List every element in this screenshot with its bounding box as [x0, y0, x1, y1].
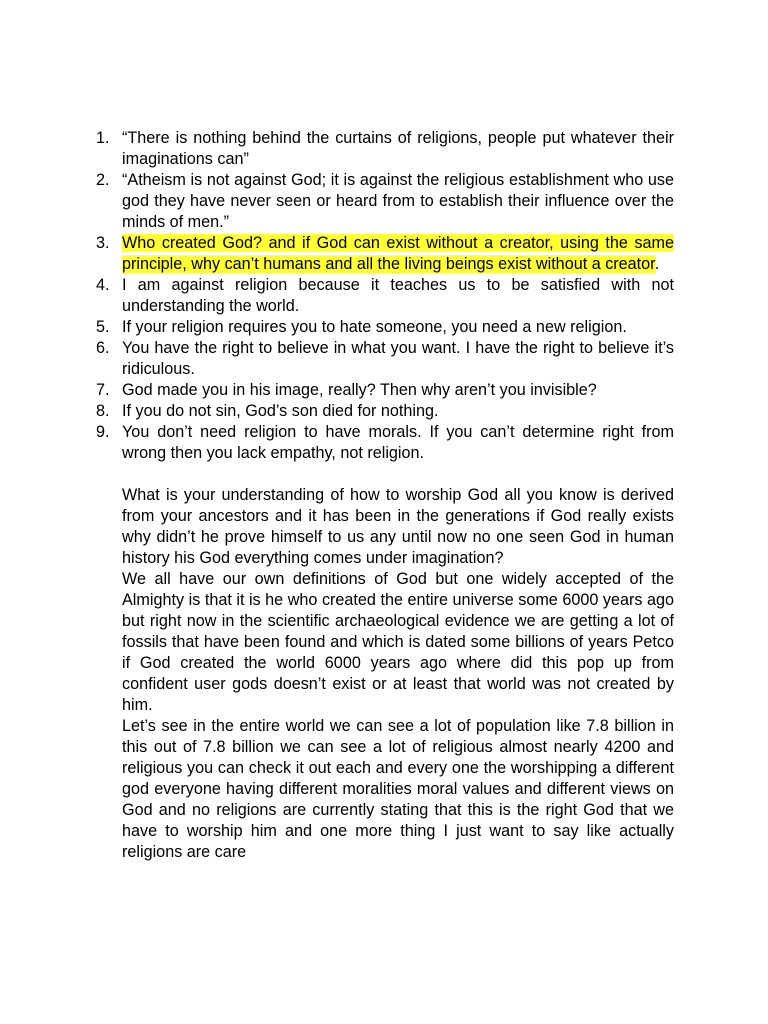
list-number: 5. [96, 318, 110, 336]
body-paragraph: We all have our own definitions of God but one widely accepted of the Almighty is that it is he who created the entire universe some 6000 years ago but right now in the scientific archaeological evidence we are getting a lot of fossils that have been found and which is dated some billions of years Petco if God created the world 6000 years ago where did this pop up from confident user gods doesn’t exist or at least that world was not created by him. [122, 570, 674, 714]
list-number: 3. [96, 234, 110, 252]
list-item-text: If your religion requires you to hate someone, you need a new religion. [122, 318, 627, 336]
list-item-text: I am against religion because it teaches us to be satisfied with not understanding the world. [122, 276, 674, 315]
body-paragraph: Let’s see in the entire world we can see a lot of population like 7.8 billion in this out of 7.8 billion we can see a lot of religious almost nearly 4200 and religious you can check it out each and every one the worshipping a different god everyone having different moralities moral values and different views on God and no religions are currently stating that this is the right God that we have to worship him and one more thing I just want to say like actually religions are care [122, 717, 674, 861]
list-number: 1. [96, 129, 110, 147]
list-item-highlighted [96, 233, 674, 275]
document-body [96, 128, 674, 863]
list-item [96, 170, 674, 233]
list-item-text: God made you in his image, really? Then why aren’t you invisible? [122, 381, 597, 399]
quote-list [96, 128, 674, 464]
list-number: 7. [96, 381, 110, 399]
highlighted-text: Who created God? and if God can exist without a creator, using the same principle, why can’t humans and all the living beings exist without a creator [122, 234, 674, 273]
list-item [96, 422, 674, 464]
list-item [96, 338, 674, 380]
trailing-period: . [654, 255, 660, 273]
body-paragraph: What is your understanding of how to worship God all you know is derived from your ancestors and it has been in the generations if God really exists why didn’t he prove himself to us any until now no one seen God in human history his God everything comes under imagination? [122, 486, 674, 567]
list-item-text: You have the right to believe in what you want. I have the right to believe it’s ridiculous. [122, 339, 674, 378]
list-number: 4. [96, 276, 110, 294]
list-item-text: You don’t need religion to have morals. If you can’t determine right from wrong then you lack empathy, not religion. [122, 423, 674, 462]
list-item-text: “There is nothing behind the curtains of religions, people put whatever their imaginations can” [122, 129, 674, 168]
list-item [96, 317, 674, 338]
list-item-text: If you do not sin, God’s son died for nothing. [122, 402, 439, 420]
list-number: 6. [96, 339, 110, 357]
list-item [96, 275, 674, 317]
list-item [96, 401, 674, 422]
list-number: 9. [96, 423, 110, 441]
list-item [96, 128, 674, 170]
list-number: 8. [96, 402, 110, 420]
list-item-text: “Atheism is not against God; it is against the religious establishment who use god they have never seen or heard from to establish their influence over the minds of men.” [122, 171, 674, 231]
list-number: 2. [96, 171, 110, 189]
list-item [96, 380, 674, 401]
